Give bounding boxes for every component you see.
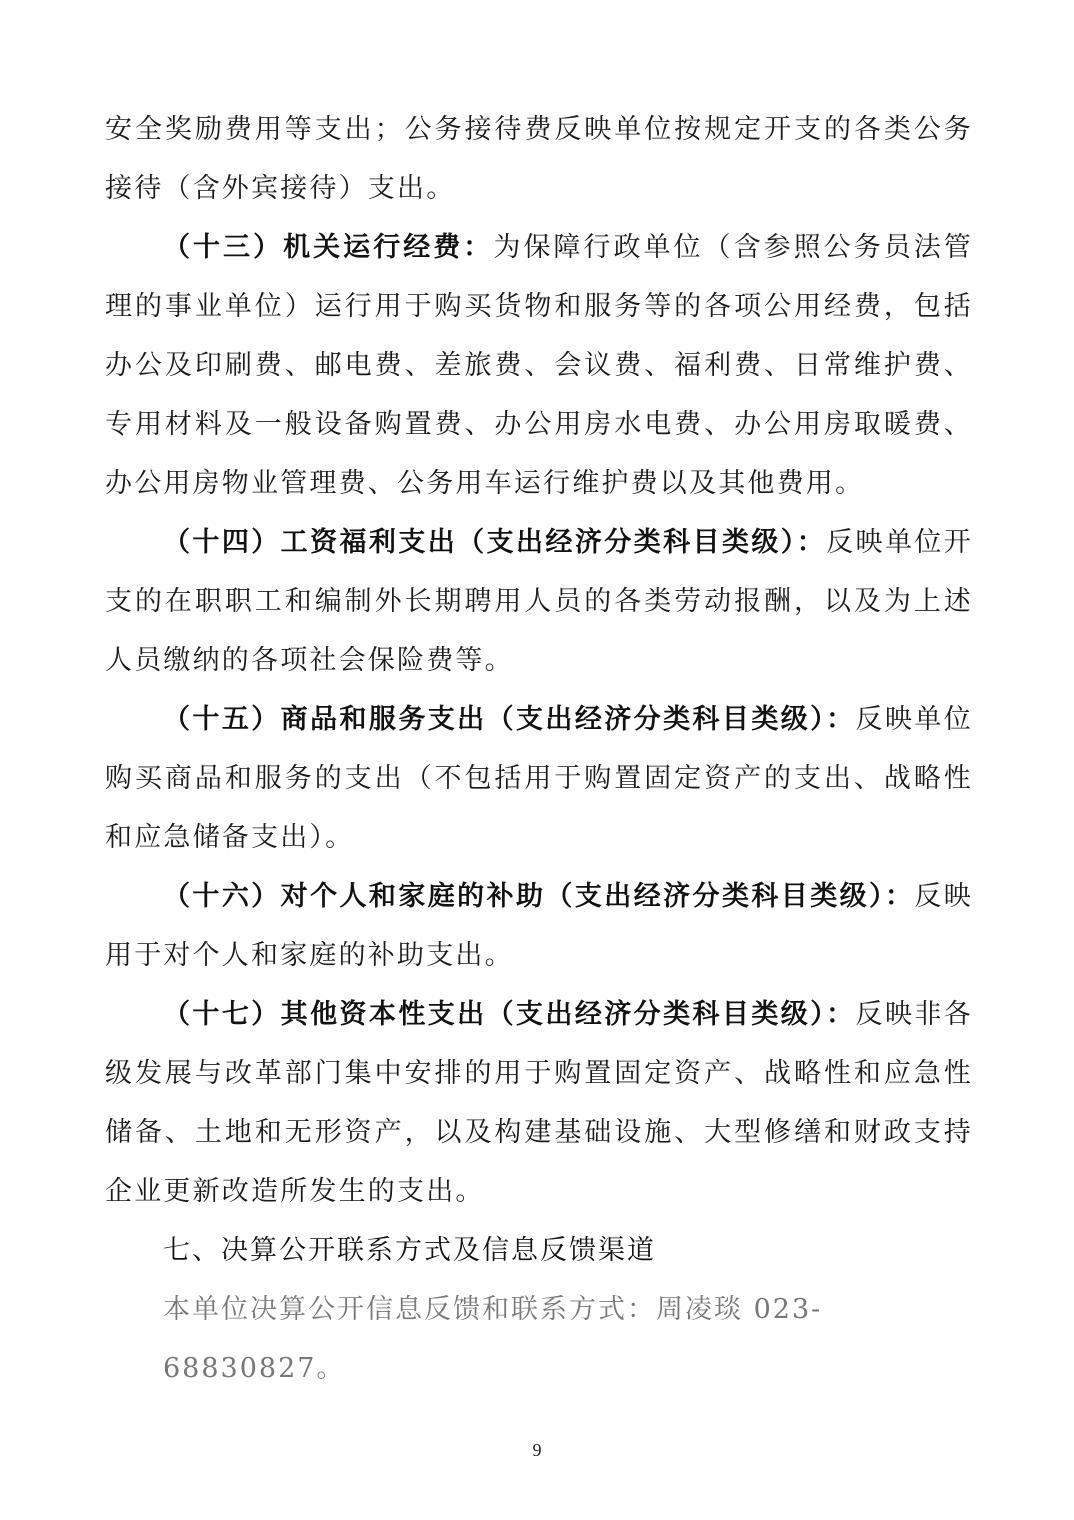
section-16-title: （十六）对个人和家庭的补助（支出经济分类科目类级）： bbox=[163, 881, 915, 912]
section-14-title: （十四）工资福利支出（支出经济分类科目类级）： bbox=[163, 527, 827, 558]
section-15-body: 反映单位购买商品和服务的支出（不包括用于购置固定资产的支出、战略性和应急储备支出）。 bbox=[105, 704, 973, 853]
contact-line: 本单位决算公开信息反馈和联系方式：周凌琰 023-68830827。 bbox=[163, 1294, 823, 1384]
section-17-body: 反映非各级发展与改革部门集中安排的用于购置固定资产、战略性和应急性储备、土地和无形资产，以及构建基础设施、大型修缮和财政支持企业更新改造所发生的支出。 bbox=[105, 999, 973, 1207]
section-13-body: 为保障行政单位（含参照公务员法管理的事业单位）运行用于购买货物和服务等的各项公用经费，包括办公及印刷费、邮电费、差旅费、会议费、福利费、日常维护费、专用材料及一般设备购置费、办公用房水电费、办公用房取暖费、办公用房物业管理费、公务用车运行维护费以及其他费用。 bbox=[105, 232, 974, 499]
section-15-title: （十五）商品和服务支出（支出经济分类科目类级）： bbox=[163, 704, 856, 735]
section-13-title: （十三）机关运行经费： bbox=[163, 232, 494, 263]
section-14-body: 反映单位开支的在职职工和编制外长期聘用人员的各类劳动报酬，以及为上述人员缴纳的各项社会保险费等。 bbox=[105, 527, 973, 676]
continuation-paragraph: 安全奖励费用等支出；公务接待费反映单位按规定开支的各类公务接待（含外宾接待）支出。 bbox=[105, 114, 973, 204]
section-16 bbox=[105, 867, 973, 985]
section-14 bbox=[105, 513, 973, 690]
document-body bbox=[105, 100, 973, 1398]
section-17 bbox=[105, 985, 973, 1221]
section-16-body: 反映用于对个人和家庭的补助支出。 bbox=[105, 881, 973, 971]
section-13 bbox=[105, 218, 973, 513]
heading-seven: 七、决算公开联系方式及信息反馈渠道 bbox=[163, 1235, 656, 1266]
page-number: 9 bbox=[532, 1440, 542, 1460]
section-17-title: （十七）其他资本性支出（支出经济分类科目类级）： bbox=[163, 999, 856, 1030]
section-15 bbox=[105, 690, 973, 867]
